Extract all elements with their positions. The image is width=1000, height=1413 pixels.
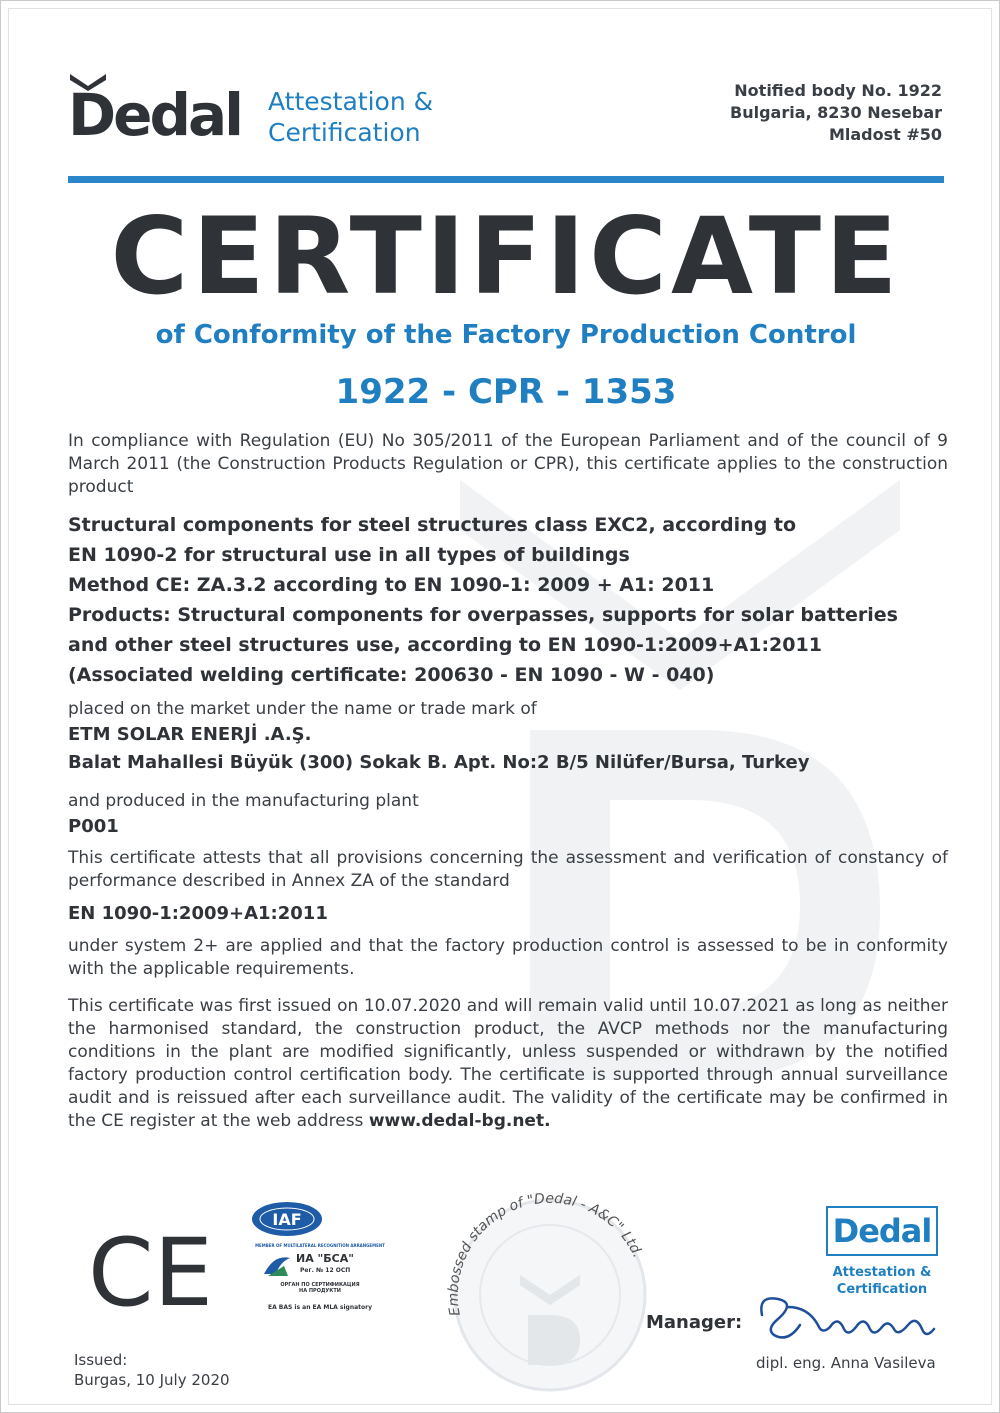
manager-signature-icon [748, 1285, 948, 1355]
ce-mark-icon [88, 1225, 218, 1315]
certificate-subtitle: of Conformity of the Factory Production Control [155, 320, 857, 350]
bsa-registration: Рег. № 12 ОСП [300, 1267, 351, 1274]
plant-code: P001 [68, 816, 119, 837]
bsa-desc-line1: ОРГАН ПО СЕРТИФИКАЦИЯ [280, 1282, 360, 1288]
product-line: Structural components for steel structures class EXC2, according to [68, 514, 797, 536]
dedal-small-logo-word: Dedal [826, 1206, 938, 1256]
company-name: ETM SOLAR ENERJİ .A.Ş. [68, 724, 312, 745]
bsa-logo-icon [262, 1252, 292, 1278]
company-address: Balat Mahallesi Büyük (300) Sokak B. Apt. No:2 B/5 Nilüfer/Bursa, Turkey [68, 752, 810, 773]
validity-paragraph [68, 995, 948, 1133]
manager-label: Manager: [646, 1312, 743, 1333]
attests-paragraph: This certificate attests that all provisions concerning the assessment and verification of constancy of performance described in Annex ZA of the standard [68, 848, 948, 891]
header-rule [68, 176, 944, 183]
engineer-name: dipl. eng. Anna Vasileva [756, 1354, 936, 1372]
logo-tagline-line1: Attestation & [268, 87, 434, 116]
product-description [68, 510, 948, 690]
dedal-small-logo-line2: Certification [836, 1282, 928, 1297]
product-line: EN 1090-2 for structural use in all types of buildings [68, 544, 630, 566]
notified-body-street: Mladost #50 [828, 125, 942, 144]
notified-body-block [730, 80, 942, 146]
embossed-stamp-icon [420, 1155, 660, 1395]
intro-paragraph: In compliance with Regulation (EU) No 305/2011 of the European Parliament and of the council of 9 March 2011 (the Construction Products Regulation or CPR), this certificate applies to the construction product [68, 431, 948, 497]
iaf-top-text: MEMBER OF MULTILATERAL RECOGNITION ARRANGEMENT [255, 1243, 385, 1248]
ce-mark-text: CE [88, 1225, 214, 1315]
logo-tagline-line2: Certification [268, 118, 421, 147]
issued-block [74, 1350, 230, 1390]
page-title: CERTIFICATE [110, 195, 902, 318]
dedal-small-logo-line1: Attestation & [832, 1265, 932, 1280]
iaf-badge-icon [250, 1200, 324, 1238]
validity-text: This certificate was first issued on 10.07.2020 and will remain valid until 10.07.2021 as long as neither the harmonised standard, the construction product, the AVCP methods nor the manufacturing conditions in the plant are modified significantly, unless suspended or withdrawn by the notified factory production control certification body. The certificate is supported through annual surveillance audit and is reissued after each surveillance audit. The validity of the certificate may be confirmed in the CE register at the web address [68, 996, 948, 1131]
bsa-row [250, 1250, 390, 1280]
ea-mla-text: EA BAS is an EA MLA signatory [267, 1304, 373, 1311]
issued-value: Burgas, 10 July 2020 [74, 1371, 230, 1389]
notified-body-city: Bulgaria, 8230 Nesebar [730, 103, 942, 122]
produced-text: and produced in the manufacturing plant [68, 791, 419, 811]
standard-code: EN 1090-1:2009+A1:2011 [68, 903, 328, 924]
iaf-badge-text: IAF [272, 1210, 302, 1229]
certificate-number: 1922 - CPR - 1353 [335, 372, 677, 412]
bsa-desc-line2: НА ПРОДУКТИ [299, 1288, 341, 1294]
product-line: (Associated welding certificate: 200630 - EN 1090 - W - 040) [68, 664, 715, 686]
web-address-link[interactable]: www.dedal-bg.net. [368, 1111, 551, 1131]
notified-body-number: Notified body No. 1922 [734, 81, 942, 100]
product-line: Products: Structural components for overpasses, supports for solar batteries [68, 604, 898, 626]
product-line: and other steel structures use, according to EN 1090-1:2009+A1:2011 [68, 634, 822, 656]
issued-label: Issued: [74, 1351, 128, 1369]
bsa-name: ИА "БСА" [296, 1252, 354, 1265]
logo-tagline [268, 86, 433, 148]
dedal-logo [68, 72, 488, 162]
placed-text: placed on the market under the name or trade mark of [68, 699, 537, 719]
product-line: Method CE: ZA.3.2 according to EN 1090-1: 2009 + A1: 2011 [68, 574, 715, 596]
system-paragraph: under system 2+ are applied and that the factory production control is assessed to be in conformity with the applicable requirements. [68, 936, 948, 979]
logo-word: Dedal [68, 81, 242, 149]
stamp-caption-path: Embossed stamp of "Dedal - A&C" Ltd. [445, 1190, 646, 1318]
accreditation-block [250, 1200, 390, 1311]
